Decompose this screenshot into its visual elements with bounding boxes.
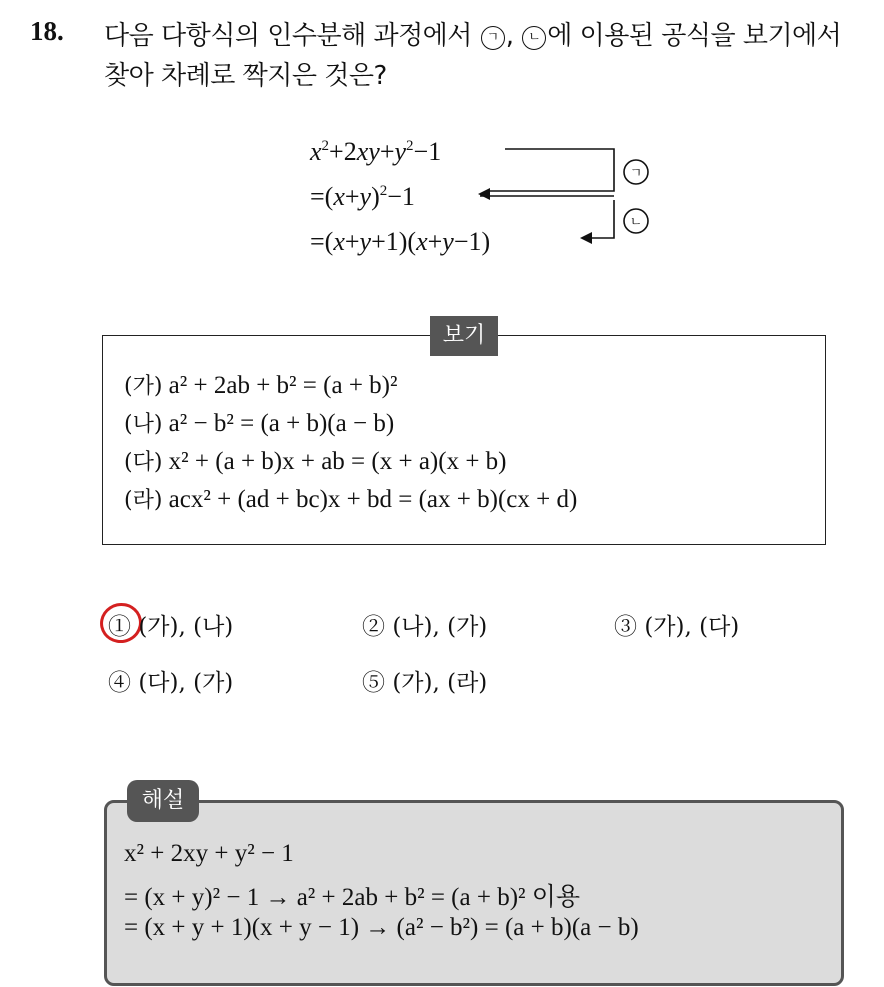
choice-text: (다), (가) (138, 670, 234, 696)
bogi-formula: a² + 2ab + b² = (a + b)² (168, 372, 398, 399)
choice-1[interactable] (108, 608, 233, 641)
bogi-label: 보기 (430, 316, 498, 356)
question-line2: 찾아 차례로 짝지은 것은? (104, 61, 387, 91)
mark-nieun-icon: ㄴ (522, 26, 546, 50)
solution-line1: x² + 2xy + y² − 1 (124, 840, 294, 867)
question-comma: , (505, 21, 522, 51)
choice-3[interactable] (614, 608, 739, 641)
bogi-tag: (라) (124, 488, 163, 513)
bogi-tag: (가) (124, 374, 163, 399)
question-line1-end: 에 이용된 공식을 보기에서 (547, 21, 842, 51)
solution-label: 해설 (127, 780, 199, 822)
arrow-giyeok (490, 149, 614, 191)
bogi-item-ra (124, 483, 577, 514)
bogi-item-na (124, 407, 394, 438)
mark-nieun-letter: ㄴ (629, 215, 643, 230)
question-line1-start: 다음 다항식의 인수분해 과정에서 (104, 21, 480, 51)
diagram-line3: =(x+y+1)(x+y−1) (310, 227, 491, 256)
choice-number: ① (108, 614, 131, 640)
bogi-tag: (다) (124, 450, 163, 475)
arrow-nieun (592, 200, 614, 238)
choice-number: ④ (108, 670, 131, 696)
choice-text: (가), (나) (138, 614, 234, 640)
factorization-diagram (300, 128, 670, 268)
choice-2[interactable] (362, 608, 487, 641)
arrow-head-1 (478, 188, 490, 200)
choice-5[interactable] (362, 664, 487, 697)
choice-number: ③ (614, 614, 637, 640)
choice-4[interactable] (108, 664, 233, 697)
choice-number: ② (362, 614, 385, 640)
mark-giyeok-letter: ㄱ (629, 166, 643, 181)
bogi-tag: (나) (124, 412, 163, 437)
bogi-formula: acx² + (ad + bc)x + bd = (ax + b)(cx + d) (168, 486, 578, 513)
question-text (104, 14, 864, 58)
bogi-item-da (124, 445, 507, 476)
arrow-head-2 (580, 232, 592, 244)
choice-text: (가), (라) (392, 670, 488, 696)
choice-number: ⑤ (362, 670, 385, 696)
bogi-formula: a² − b² = (a + b)(a − b) (168, 410, 395, 437)
solution-line3: = (x + y + 1)(x + y − 1) → (a² − b²) = (a + b)(a − b) (124, 914, 639, 941)
bogi-item-ga (124, 369, 398, 400)
mark-giyeok-icon: ㄱ (481, 26, 505, 50)
bogi-formula: x² + (a + b)x + ab = (x + a)(x + b) (168, 448, 507, 475)
choice-text: (나), (가) (392, 614, 488, 640)
question-number: 18. (30, 16, 64, 46)
diagram-line2: $=(x+y)^2-1$ (310, 182, 415, 211)
solution-line2: = (x + y)² − 1 → a² + 2ab + b² = (a + b)² 이용 (124, 884, 581, 911)
choice-text: (가), (다) (644, 614, 740, 640)
diagram-line1: $x^2+2xy+y^2-1$ (310, 137, 442, 166)
